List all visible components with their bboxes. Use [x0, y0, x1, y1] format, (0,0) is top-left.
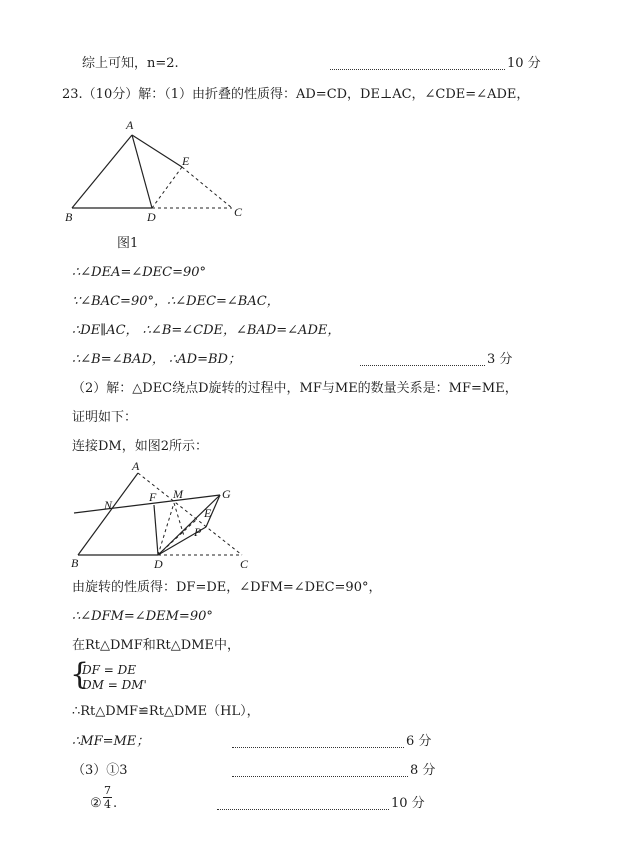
- label-d: D: [147, 210, 156, 224]
- label-a: A: [126, 118, 134, 132]
- step-ad-bd: ∴∠B=∠BAD， ∴AD=BD；: [72, 352, 241, 367]
- fraction-seven-fourths: [103, 785, 112, 810]
- figure-1-caption: 图1: [117, 236, 139, 251]
- label-c: C: [240, 557, 249, 570]
- label-c: C: [234, 205, 243, 219]
- fraction-denominator: 4: [104, 798, 111, 811]
- period: .: [113, 796, 118, 811]
- step-angle-dea: ∴∠DEA=∠DEC=90°: [72, 265, 207, 280]
- label-d: D: [154, 557, 163, 570]
- dot-leader: [360, 365, 485, 366]
- label-f: F: [149, 490, 157, 504]
- dot-leader: [232, 776, 408, 777]
- score-mark: 3 分: [487, 352, 513, 367]
- score-mark: 10 分: [391, 796, 425, 811]
- segment-ab: [78, 473, 138, 555]
- system-brace: {: [70, 657, 90, 692]
- conclusion-mf-me: ∴MF=ME；: [72, 734, 150, 749]
- segment-ab: [72, 135, 132, 208]
- line-ng: [74, 495, 220, 513]
- segment-ec-dashed: [182, 167, 232, 208]
- step-parallel: ∴DE∥AC， ∴∠B=∠CDE，∠BAD=∠ADE，: [72, 323, 341, 338]
- segment-ac-dashed: [138, 473, 242, 555]
- step-angle-dfm: ∴∠DFM=∠DEM=90°: [72, 609, 213, 624]
- label-n: N: [104, 498, 113, 512]
- segment-ed-dashed: [152, 167, 182, 208]
- score-mark: 10 分: [507, 56, 541, 71]
- congruence-hl: ∴Rt△DMF≌Rt△DME（HL），: [72, 704, 260, 719]
- label-g: G: [222, 487, 231, 501]
- label-e: E: [182, 154, 190, 168]
- label-a: A: [132, 459, 140, 473]
- label-b: B: [71, 556, 79, 570]
- problem-23-header: 23.（10分）解：（1）由折叠的性质得：AD=CD，DE⊥AC，∠CDE=∠ADE，: [62, 87, 530, 102]
- connect-dm: 连接DM，如图2所示：: [72, 439, 209, 454]
- conclusion-line: 综上可知，n=2.: [82, 56, 179, 71]
- label-p: P: [194, 525, 202, 539]
- part-2-statement: （2）解：△DEC绕点D旋转的过程中，MF与ME的数量关系是：MF=ME，: [72, 381, 518, 396]
- proof-intro: 证明如下：: [72, 410, 138, 425]
- dot-leader: [330, 69, 505, 70]
- fraction-numerator: 7: [104, 784, 111, 797]
- segment-fd: [154, 505, 158, 555]
- label-e: E: [204, 506, 212, 520]
- label-b: B: [65, 210, 73, 224]
- step-angle-bac: ∵∠BAC=90°，∴∠DEC=∠BAC，: [72, 294, 280, 309]
- score-mark: 8 分: [410, 763, 436, 778]
- rotation-property: 由旋转的性质得：DF=DE，∠DFM=∠DEC=90°，: [72, 580, 382, 595]
- dot-leader: [217, 809, 389, 810]
- equation-dm-dm: DM = DM': [82, 678, 147, 692]
- label-m: M: [173, 487, 183, 501]
- equation-df-de: DF = DE: [82, 663, 137, 677]
- figure-1: [60, 115, 260, 227]
- in-right-triangles: 在Rt△DMF和Rt△DME中，: [72, 638, 240, 653]
- score-mark: 6 分: [406, 734, 432, 749]
- dot-leader: [232, 747, 404, 748]
- part-3-answer-2-marker: ②: [90, 796, 102, 811]
- part-3-answer-1: （3）①3: [72, 763, 128, 778]
- figure-2: [70, 458, 260, 570]
